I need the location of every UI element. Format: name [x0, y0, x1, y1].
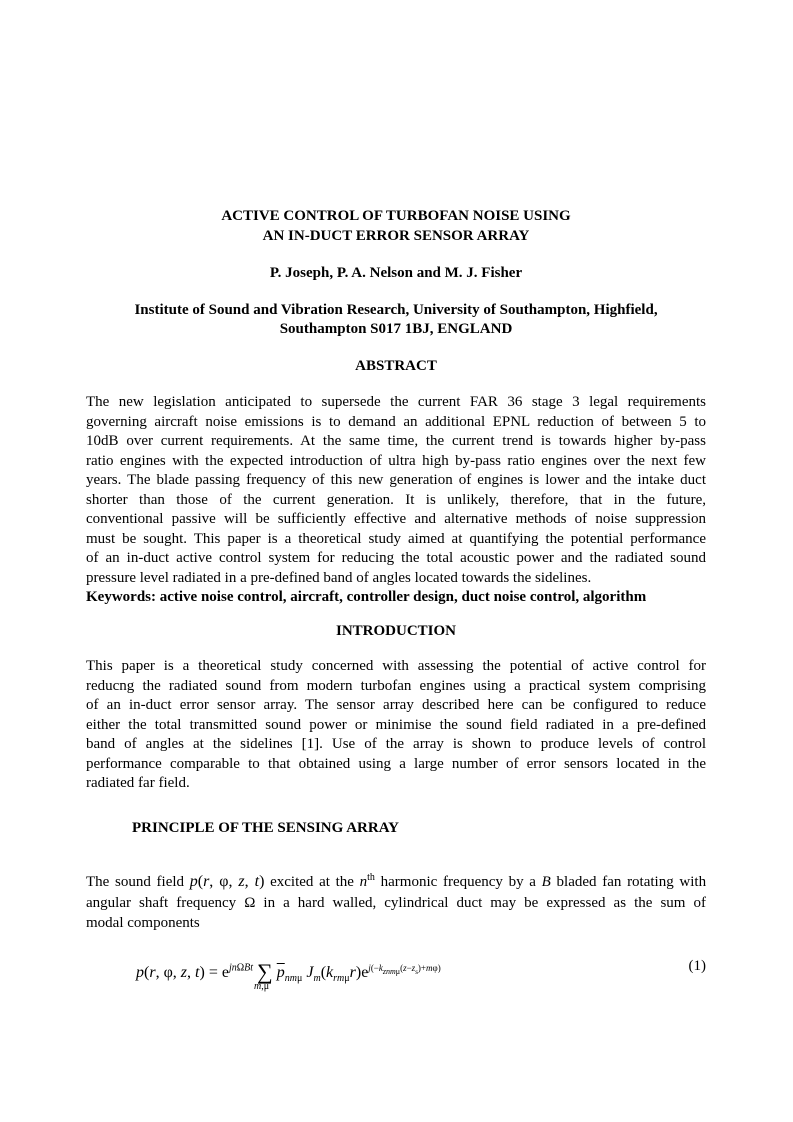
abstract-line: ratio engines with the expected introduction of ultra high by-pass ratio engines over the next few — [86, 452, 706, 469]
intro-line: This paper is a theoretical study concerned with assessing the potential of active control for — [86, 658, 706, 674]
intro-line: of an in-duct error sensor array. The sensor array described here can be configured to reduce — [86, 697, 706, 713]
affiliation-line-1: Institute of Sound and Vibration Research, University of Southampton, Highfield, — [134, 302, 658, 318]
abstract-line: 10dB over current requirements. At the same time, the current trend is towards higher by-pass — [86, 433, 706, 449]
abstract-heading: ABSTRACT — [355, 358, 437, 374]
body-line-3: modal components — [86, 914, 200, 931]
abstract-line: governing aircraft noise emissions is to demand an additional EPNL reduction of between 5 to — [86, 413, 706, 430]
body-line-2: angular shaft frequency Ω in a hard walled, cylindrical duct may be expressed as the sum of — [86, 895, 706, 911]
body-line-1: The sound field p(r, φ, z, t) excited at the $n^{th}$ harmonic frequency by a B bladed fan rotating with — [86, 872, 707, 890]
abstract-body — [86, 393, 706, 608]
intro-line: band of angles at the sidelines [1]. Use of the array is shown to produce levels of control — [86, 736, 706, 752]
equation-expression: p(r, φ, z, $t) = e^{jn\Omega Bt}$ ∑ $\overline{p}_{nm\mu}$ $J_m(k_{rm\mu}r)e^{j(-k_{znm\mu}(z-z_s)+m\varphi)}$ — [136, 959, 441, 985]
intro-line: performance comparable to that obtained using a large number of error sensors located in the — [86, 755, 706, 772]
affiliation-line-2: Southampton S017 1BJ, ENGLAND — [279, 321, 513, 337]
section-body — [86, 866, 706, 933]
keywords: Keywords: active noise control, aircraft, controller design, duct noise control, algorithm — [86, 589, 647, 605]
introduction-body — [86, 657, 706, 794]
section-heading: PRINCIPLE OF THE SENSING ARRAY — [132, 820, 400, 836]
intro-line: either the total transmitted sound power or minimise the sound field radiated in a pre-defined — [86, 716, 706, 733]
intro-line: radiated far field. — [86, 775, 190, 791]
abstract-line: conventional passive will be sufficiently effective and alternative methods of noise suppression — [86, 511, 706, 527]
paper-title-line-2: AN IN-DUCT ERROR SENSOR ARRAY — [262, 228, 530, 244]
introduction-heading: INTRODUCTION — [335, 623, 456, 639]
authors: P. Joseph, P. A. Nelson and M. J. Fisher — [269, 265, 523, 281]
abstract-line: years. The blade passing frequency of this new generation of engines is lower and the intake duct — [86, 472, 706, 488]
equation-number: (1) — [688, 958, 706, 974]
intro-line: reducng the radiated sound from modern turbofan engines using a practical system comprising — [86, 677, 706, 694]
abstract-line: The new legislation anticipated to supersede the current FAR 36 stage 3 legal requirements — [86, 394, 706, 410]
sound-field-symbol: p(r, φ, z, t) — [189, 873, 265, 890]
paper-title-line-1: ACTIVE CONTROL OF TURBOFAN NOISE USING — [221, 208, 571, 224]
equation-1 — [136, 945, 706, 995]
sum-index: m,μ — [254, 981, 270, 992]
abstract-line: of an in-duct active control system for reducing the total acoustic power and the radiated sound — [86, 550, 706, 566]
abstract-line: must be sought. This paper is a theoretical study aimed at quantifying the potential performance — [86, 530, 706, 547]
abstract-line: pressure level radiated in a pre-defined band of angles located towards the sidelines. — [86, 569, 592, 586]
abstract-line: shorter than those of the current generation. It is unlikely, therefore, that in the future, — [86, 491, 706, 508]
